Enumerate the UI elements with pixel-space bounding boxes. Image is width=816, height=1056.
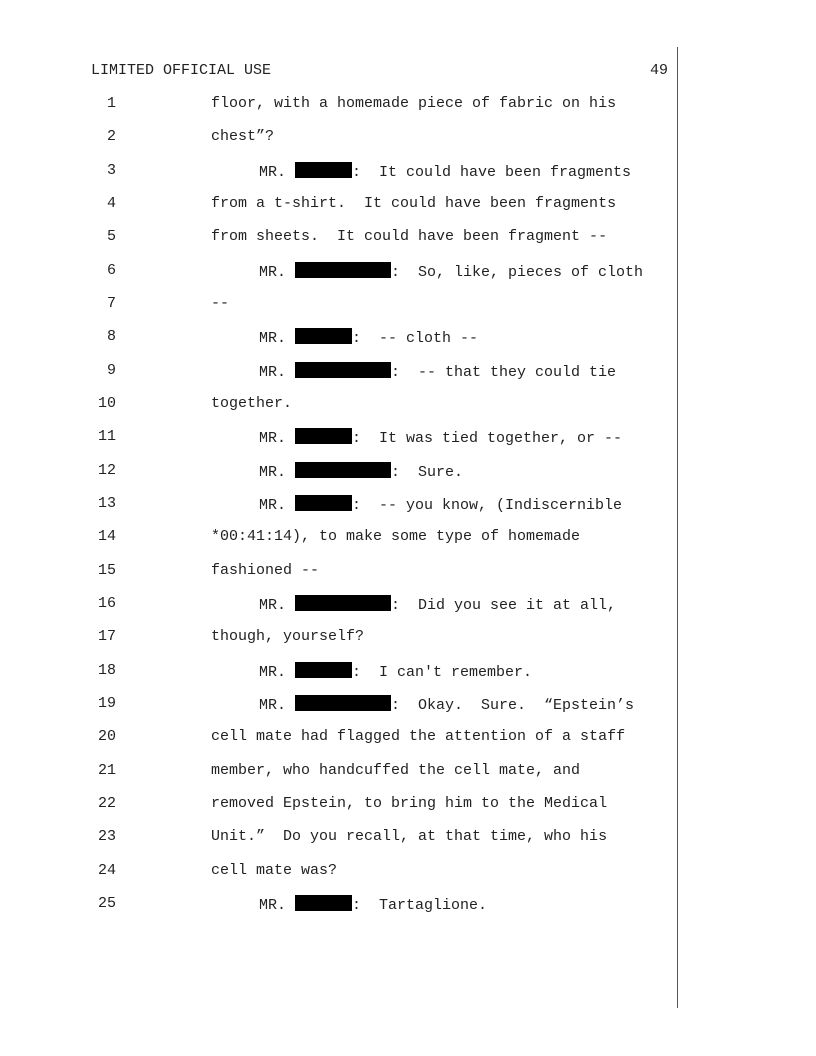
line-number: 17 xyxy=(97,628,116,645)
speaker-line xyxy=(259,162,631,181)
line-text: Unit.” Do you recall, at that time, who his xyxy=(211,828,608,845)
speaker-prefix: MR. xyxy=(259,664,296,681)
line-number: 23 xyxy=(97,828,116,845)
line-text: -- xyxy=(211,295,230,312)
redaction-box xyxy=(295,328,352,344)
speaker-prefix: MR. xyxy=(259,330,296,347)
redaction-box xyxy=(295,462,391,478)
line-number: 6 xyxy=(106,262,116,279)
line-number: 9 xyxy=(106,362,116,379)
speaker-prefix: MR. xyxy=(259,430,296,447)
speaker-line xyxy=(259,328,478,347)
speaker-line xyxy=(259,595,616,614)
line-text: from sheets. It could have been fragment -- xyxy=(211,228,608,245)
line-number: 13 xyxy=(97,495,116,512)
redaction-box xyxy=(295,895,352,911)
line-text: : So, like, pieces of cloth xyxy=(391,264,644,281)
line-number: 2 xyxy=(106,128,116,145)
speaker-line xyxy=(259,695,634,714)
speaker-line xyxy=(259,462,463,481)
line-text: floor, with a homemade piece of fabric on his xyxy=(211,95,617,112)
speaker-prefix: MR. xyxy=(259,597,296,614)
redaction-box xyxy=(295,362,391,378)
redaction-box xyxy=(295,495,352,511)
line-text: fashioned -- xyxy=(211,562,320,579)
line-text: : Sure. xyxy=(391,464,464,481)
line-number: 18 xyxy=(97,662,116,679)
speaker-prefix: MR. xyxy=(259,897,296,914)
line-text: : -- cloth -- xyxy=(352,330,479,347)
line-text: : It was tied together, or -- xyxy=(352,430,623,447)
line-number: 21 xyxy=(97,762,116,779)
speaker-prefix: MR. xyxy=(259,164,296,181)
line-number: 3 xyxy=(106,162,116,179)
line-text: removed Epstein, to bring him to the Medical xyxy=(211,795,608,812)
line-text: : Okay. Sure. “Epstein’s xyxy=(391,697,635,714)
speaker-prefix: MR. xyxy=(259,364,296,381)
line-number: 11 xyxy=(97,428,116,445)
speaker-line xyxy=(259,662,532,681)
line-text: from a t-shirt. It could have been fragments xyxy=(211,195,617,212)
line-number: 10 xyxy=(97,395,116,412)
line-text: : Tartaglione. xyxy=(352,897,488,914)
line-number: 20 xyxy=(97,728,116,745)
line-text: member, who handcuffed the cell mate, and xyxy=(211,762,581,779)
redaction-box xyxy=(295,162,352,178)
line-text: together. xyxy=(211,395,293,412)
line-text: cell mate was? xyxy=(211,862,338,879)
line-number: 5 xyxy=(106,228,116,245)
line-number: 7 xyxy=(106,295,116,312)
line-text: : Did you see it at all, xyxy=(391,597,617,614)
line-number: 14 xyxy=(97,528,116,545)
redaction-box xyxy=(295,428,352,444)
speaker-prefix: MR. xyxy=(259,697,296,714)
line-text: cell mate had flagged the attention of a staff xyxy=(211,728,626,745)
line-number: 4 xyxy=(106,195,116,212)
redaction-box xyxy=(295,595,391,611)
speaker-line xyxy=(259,495,622,514)
line-text: *00:41:14), to make some type of homemade xyxy=(211,528,581,545)
line-number: 1 xyxy=(106,95,116,112)
redaction-box xyxy=(295,662,352,678)
speaker-line xyxy=(259,262,643,281)
right-margin-rule xyxy=(677,47,678,1008)
redaction-box xyxy=(295,262,391,278)
line-number: 19 xyxy=(97,695,116,712)
line-text: : -- that they could tie xyxy=(391,364,617,381)
header-marking: LIMITED OFFICIAL USE xyxy=(91,62,272,79)
line-number: 12 xyxy=(97,462,116,479)
speaker-line xyxy=(259,895,487,914)
line-text: chest”? xyxy=(211,128,275,145)
line-number: 22 xyxy=(97,795,116,812)
speaker-prefix: MR. xyxy=(259,264,296,281)
speaker-prefix: MR. xyxy=(259,497,296,514)
speaker-line xyxy=(259,428,622,447)
line-text: : -- you know, (Indiscernible xyxy=(352,497,623,514)
line-number: 15 xyxy=(97,562,116,579)
line-text: : I can't remember. xyxy=(352,664,533,681)
page-number: 49 xyxy=(649,62,668,79)
line-text: : It could have been fragments xyxy=(352,164,632,181)
redaction-box xyxy=(295,695,391,711)
line-number: 25 xyxy=(97,895,116,912)
line-text: though, yourself? xyxy=(211,628,365,645)
speaker-line xyxy=(259,362,616,381)
line-number: 24 xyxy=(97,862,116,879)
line-number: 8 xyxy=(106,328,116,345)
speaker-prefix: MR. xyxy=(259,464,296,481)
line-number: 16 xyxy=(97,595,116,612)
